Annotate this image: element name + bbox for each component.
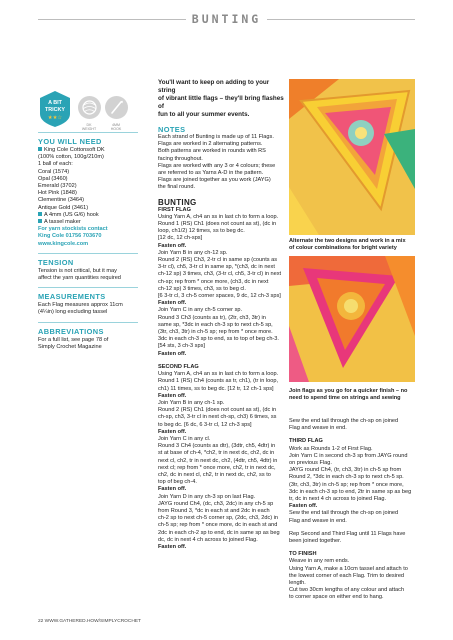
finish-text: Weave in any rem ends. Using Yarn A, make a 10cm tassel and attach to the lowest corner of each Flag. Trim to desired length. Cut two 30cm lengths of any colour and attach to corner space on either end to hang. (289, 558, 408, 601)
intro-text: You'll want to keep on adding to your string of vibrant little flags – they'll bring flashes of fun to all your summer events. (158, 79, 284, 118)
badge-stars: ★★☆ (47, 115, 63, 121)
badge-shape (38, 90, 72, 128)
third-flag-text: Work as Rounds 1-2 of First Flag. Join Yarn C in second ch-3 sp from JAYG round on previous Flag. JAYG round Ch4, (tr, ch3, 3tr) in ch-5 sp from Round 2, *3dc in each ch-3 sp to next ch-5 sp. (3tr, ch3, 3tr) in ch-5 sp; rep from * once more, 3dc in each ch-3 sp to end, 2tr in same sp as beg tr, dc in next 4 ch across to joined Flag. Fasten off. Sew the end tail through the ch-sp on joined Flag and weave in end. (289, 445, 412, 524)
hook-size-label: 4MM (112, 123, 120, 127)
hook-size-sublabel: HOOK (110, 127, 122, 132)
measurements-line: Each Flag measures approx 11cm (38, 302, 123, 309)
second-flag-text: Using Yarn A, ch4 an ss in last ch to form a loop. Round 1 (RS) Ch4 (counts as tr, ch1), (tr in loop, ch1) 11 times, ss to beg dc. [12 tr, 12 ch-1 sps] Fasten off. Join Yarn B in any ch-1 sp. Round 2 (RS) Ch1 (does not count as st), (dc in ch-sp, ch3, 3-tr cl in next ch-sp, ch3) 6 times, ss to beg dc. [6 dc, 6 3-tr cl, 12 ch-3 sps] Fasten off. Join Yarn C in any cl. Round 3 Ch4 (counts as dtr), (3dtr, ch5, 4dtr) in st at base of ch-4, *ch2, tr in next dc, ch2, dc in next cl, ch2, tr in next dc, ch2, (4dtr, ch5, 4dtr) in next cl; rep from * once more, ch2, tr in next dc, ch2, dc in next cl, ch2, tr in next dc, ch2, ss to top of beg ch-4. Fasten off. Join Yarn D in any ch-3 sp on last Flag. JAYG round Ch4, (dc, ch3, 2dc) in any ch-5 sp from Round 3, *dc in each st and 2dc in each ch-2 sp to next ch-5 corner sp, (2dc, ch3, 2dc) in ch-5 sp; rep from * once more, dc in each st and 2dc in each ch-2 sp to end, dc in same sp as beg dc, dc in next 4 ch across to joined Flag. Fasten off. (158, 371, 280, 550)
second-flag-title: SECOND FLAG (158, 363, 199, 370)
yarn-weight-label: DK (86, 123, 92, 127)
badge-line1: A BIT (48, 100, 62, 106)
yarn-ball-icon (78, 96, 101, 119)
photo-bunting-flags-1 (289, 79, 415, 235)
need-item: Clementine (3464) (38, 197, 85, 204)
yarn-weight-sublabel: WEIGHT (81, 127, 97, 132)
need-item: Hot Pink (1848) (38, 190, 77, 197)
sidebar (38, 132, 138, 351)
difficulty-badge (38, 90, 72, 128)
need-item: A 4mm (US G/6) hook (38, 212, 138, 219)
need-item: 1 ball of each: (38, 161, 73, 168)
tension-title: TENSION (38, 257, 74, 267)
page-footer: 22 WWW.GATHERED.HOW/SIMPLYCROCHET (38, 619, 141, 624)
abbreviations-line: Simply Crochet Magazine (38, 343, 102, 350)
abbreviations-title: ABBREVIATIONS (38, 326, 104, 336)
sidebar-rule (38, 253, 138, 254)
photo-caption-2: Join flags as you go for a quicker finish – no need to spend time on strings and sewing (289, 388, 408, 402)
need-item: Emerald (3702) (38, 183, 77, 190)
middle-column (158, 79, 286, 551)
measurements-title: MEASUREMENTS (38, 292, 106, 302)
photo-bunting-flags-2 (289, 256, 415, 382)
sidebar-rule (38, 287, 138, 288)
first-flag-text: Using Yarn A, ch4 an ss in last ch to form a loop. Round 1 (RS) Ch1 (does not count as st), (dc in loop, ch1/2) 12 times, ss to beg dc. [12 dc, 12 ch-sps] Fasten off. Join Yarn B in any ch-12 sp. Round 2 (RS) Ch3, 2-tr cl in same sp (counts as 3-tr cl), ch5, 3-tr cl in same sp, *(ch3, dc in next ch-12 sp) 3 times, ch3, (3-tr cl, ch5, 3-tr cl) in next ch-sp; rep from * once more, (ch3, dc in next ch-12 sp) 3 times, ch3, ss to beg cl. [6 3-tr cl, 3 ch-5 corner spaces, 9 dc, 12 ch-3 sps] Fasten off. Join Yarn C in any ch-5 corner sp. Round 3 Ch3 (counts as tr), (2tr, ch3, 3tr) in same sp, *3dc in each ch-3 sp to next ch-5 sp, (3tr, ch3, 3tr) in ch-5 sp; rep from * once more. 3dc in each ch-3 sp to end, ss to top of beg ch-3. [54 sts, 3 ch-3 sps] Fasten off. (158, 213, 282, 357)
need-item: Coral (1574) (38, 168, 70, 175)
notes-title: NOTES (158, 125, 186, 134)
sidebar-rule (38, 132, 138, 133)
sidebar-rule (38, 322, 138, 323)
crochet-hook-icon (105, 96, 128, 119)
hook-size-info (103, 96, 129, 132)
third-flag-title: THIRD FLAG (289, 438, 323, 445)
need-title: YOU WILL NEED (38, 137, 102, 146)
tension-line: affect the yarn quantities required (38, 275, 121, 282)
need-list (38, 147, 138, 248)
header-rule-right (267, 19, 415, 20)
notes-text: Each strand of Bunting is made up of 11 Flags. Flags are worked in 2 alternating patterns. Both patterns are worked in rounds with RS facing throughout. Flags are worked with any 3 or 4 colours; these are referred to as Yarns A-D in the pattern. Flags are joined together as you work (JAYG) the final round. (158, 134, 276, 191)
need-item: Opal (3460) (38, 175, 68, 182)
photo-caption-1: Alternate the two designs and work in a mix of colour combinations for bright variety (289, 238, 406, 252)
abbreviations-line: For a full list, see page 78 of (38, 336, 109, 343)
yarn-weight-info (76, 96, 102, 132)
tension-line: Tension is not critical, but it may (38, 267, 117, 274)
sew-text: Sew the end tail through the ch-sp on joined Flag and weave in end. (289, 418, 399, 432)
first-flag-title: FIRST FLAG (158, 206, 191, 213)
stockists-link[interactable]: www.kingcole.com (38, 240, 89, 247)
finish-title: TO FINISH (289, 551, 317, 558)
need-item: King Cole Cottonsoft DK (38, 147, 138, 154)
badge-line2: TRICKY (44, 107, 66, 113)
stockists-line: For yarn stockists contact (38, 226, 108, 233)
bunting-heading: BUNTING (158, 197, 197, 207)
stockists-phone: King Cole 01756 703670 (38, 233, 102, 240)
measurements-line: (4¼in) long excluding tassel (38, 309, 108, 316)
right-column (289, 418, 415, 602)
repeat-text: Rep Second and Third Flag until 11 Flags have been joined together. (289, 530, 406, 545)
need-item: Antique Gold (3461) (38, 204, 89, 211)
need-item: A tassel maker (38, 219, 138, 226)
need-item: (100% cotton, 100g/210m) (38, 154, 104, 161)
page-title: BUNTING (191, 12, 262, 26)
